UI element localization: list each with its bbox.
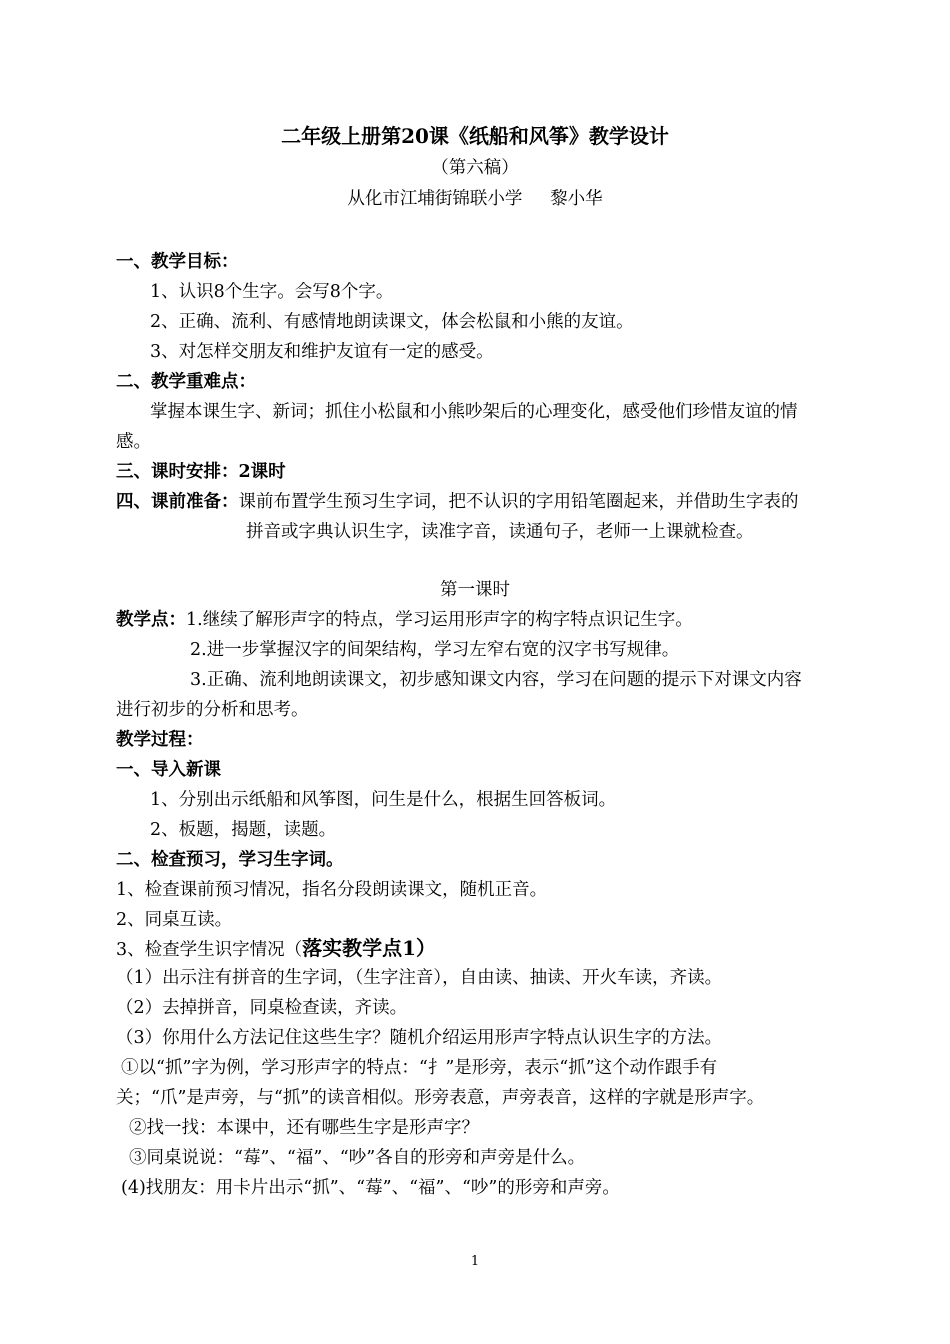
page-number: 1 xyxy=(470,1254,480,1269)
prep-text-cont: 拼音或字典认识生字，读准字音，读通句子，老师一上课就检查。 xyxy=(246,522,754,542)
lesson-title: 第一课时 xyxy=(440,580,510,600)
circle-item: ③同桌说说：“莓”、“福”、“吵”各自的形旁和声旁是什么。 xyxy=(129,1148,586,1168)
goal-item: 3、对怎样交朋友和维护友谊有一定的感受。 xyxy=(150,342,494,362)
section-item: 1、检查课前预习情况，指名分段朗读课文，随机正音。 xyxy=(116,880,548,900)
sub-item: （1）出示注有拼音的生字词，（生字注音），自由读、抽读、开火车读，齐读。 xyxy=(116,968,723,988)
draft-label: （第六稿） xyxy=(431,158,519,178)
prep-text: 课前布置学生预习生字词，把不认识的字用铅笔圈起来，并借助生字表的 xyxy=(238,492,799,512)
keypoints-heading: 二、教学重难点： xyxy=(116,372,256,392)
section-heading: 一、导入新课 xyxy=(116,760,221,780)
section-item-text: 3、检查学生识字情况（ xyxy=(116,940,303,960)
teaching-point-cont: 进行初步的分析和思考。 xyxy=(116,700,309,720)
circle-item: ②找一找：本课中，还有哪些生字是形声字？ xyxy=(129,1118,479,1138)
teaching-point: 2.进一步掌握汉字的间架结构，学习左窄右宽的汉字书写规律。 xyxy=(190,640,680,660)
emphasis-text: 落实教学点1） xyxy=(302,936,437,960)
teaching-point: 3.正确、流利地朗读课文，初步感知课文内容，学习在问题的提示下对课文内容 xyxy=(190,670,802,690)
author-line: 从化市江埔街锦联小学 黎小华 xyxy=(347,189,603,209)
section-item: 1、分别出示纸船和风筝图，问生是什么，根据生回答板词。 xyxy=(150,790,617,810)
schedule-line: 三、课时安排：2课时 xyxy=(116,462,286,482)
goal-item: 1、认识8个生字。会写8个字。 xyxy=(150,282,394,302)
section-item: 2、同桌互读。 xyxy=(116,910,233,930)
section-item xyxy=(116,936,436,962)
teaching-point: 1.继续了解形声字的特点，学习运用形声字的构字特点识记生字。 xyxy=(186,610,693,630)
sub-item: （3）你用什么方法记住这些生字？随机介绍运用形声字特点认识生字的方法。 xyxy=(116,1028,723,1048)
section-item: 2、板题，揭题，读题。 xyxy=(150,820,337,840)
keypoints-text: 掌握本课生字、新词；抓住小松鼠和小熊吵架后的心理变化，感受他们珍惜友谊的情 xyxy=(150,402,798,422)
section-heading: 二、检查预习，学习生字词。 xyxy=(116,850,344,870)
circle-item-cont: 关；“爪”是声旁，与“抓”的读音相似。形旁表意，声旁表音，这样的字就是形声字。 xyxy=(116,1088,765,1108)
sub-item: (4)找朋友：用卡片出示“抓”、“莓”、“福”、“吵”的形旁和声旁。 xyxy=(121,1178,620,1198)
keypoints-text: 感。 xyxy=(116,432,151,452)
document-title: 二年级上册第20课《纸船和风筝》教学设计 xyxy=(281,124,669,148)
goal-item: 2、正确、流利、有感情地朗读课文，体会松鼠和小熊的友谊。 xyxy=(150,312,634,332)
teaching-points-heading: 教学点： xyxy=(116,610,186,630)
prep-line xyxy=(116,490,799,514)
goals-heading: 一、教学目标： xyxy=(116,252,239,272)
teaching-point-line xyxy=(116,608,693,632)
circle-item: ①以“抓”字为例，学习形声字的特点：“扌”是形旁，表示“抓”这个动作跟手有 xyxy=(121,1058,718,1078)
sub-item: （2）去掉拼音，同桌检查读，齐读。 xyxy=(116,998,408,1018)
prep-heading: 四、课前准备： xyxy=(116,492,239,512)
process-heading: 教学过程： xyxy=(116,730,204,750)
